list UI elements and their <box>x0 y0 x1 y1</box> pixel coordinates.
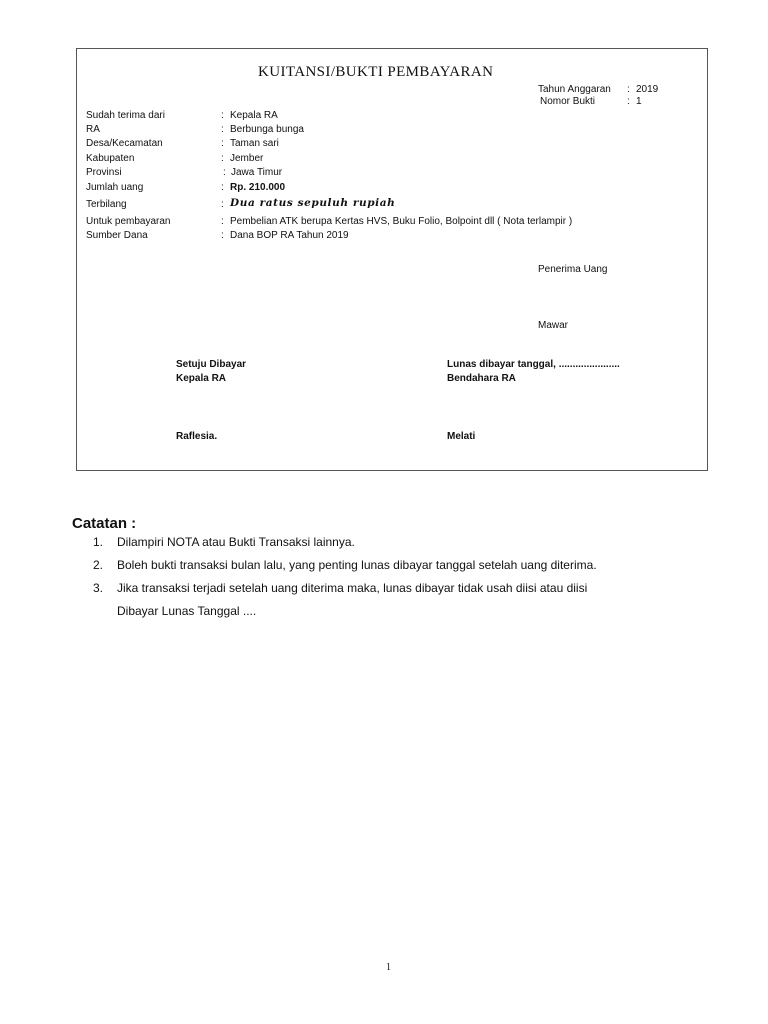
field-value-provinsi: Jawa Timur <box>231 167 283 178</box>
meta-colon: : <box>627 84 630 95</box>
note-item: Boleh bukti transaksi bulan lalu, yang penting lunas dibayar tanggal setelah uang diterima. <box>117 558 597 572</box>
note-number: 2. <box>93 558 104 572</box>
recipient-name: Mawar <box>538 320 569 331</box>
note-item: Jika transaksi terjadi setelah uang diterima maka, lunas dibayar tidak usah diisi atau diisi <box>117 581 588 595</box>
field-label-provinsi: Provinsi <box>86 167 122 178</box>
field-value-terbilang: Dua ratus sepuluh rupiah <box>230 197 396 209</box>
meta-value-tahun-anggaran: 2019 <box>636 84 659 95</box>
field-label-desa-kecamatan: Desa/Kecamatan <box>86 138 163 149</box>
receipt-box <box>76 48 708 471</box>
recipient-label: Penerima Uang <box>538 264 608 275</box>
field-value-sudah-terima-dari: Kepala RA <box>230 110 278 121</box>
field-colon: : <box>221 199 224 210</box>
approval-role: Kepala RA <box>176 373 227 384</box>
note-continuation: Dibayar Lunas Tanggal .... <box>117 604 257 618</box>
field-label-ra: RA <box>86 124 100 135</box>
meta-colon: : <box>627 96 630 107</box>
field-label-sumber-dana: Sumber Dana <box>86 230 148 241</box>
treasurer-paid-date: Lunas dibayar tanggal, ...................... <box>447 359 620 370</box>
field-colon: : <box>221 182 224 193</box>
approval-signer: Raflesia. <box>176 431 218 442</box>
field-label-kabupaten: Kabupaten <box>86 153 135 164</box>
receipt-title: KUITANSI/BUKTI PEMBAYARAN <box>258 64 494 80</box>
field-colon: : <box>221 216 224 227</box>
field-value-kabupaten: Jember <box>230 153 264 164</box>
field-colon: : <box>223 167 226 178</box>
field-colon: : <box>221 230 224 241</box>
field-colon: : <box>221 153 224 164</box>
field-label-terbilang: Terbilang <box>86 199 127 210</box>
field-value-desa-kecamatan: Taman sari <box>230 138 279 149</box>
field-value-sumber-dana: Dana BOP RA Tahun 2019 <box>230 230 349 241</box>
meta-label-nomor-bukti: Nomor Bukti <box>540 96 596 107</box>
field-label-jumlah-uang: Jumlah uang <box>86 182 144 193</box>
field-value-ra: Berbunga bunga <box>230 124 304 135</box>
approval-heading: Setuju Dibayar <box>176 359 247 370</box>
page-number: 1 <box>386 962 391 973</box>
field-value-untuk-pembayaran: Pembelian ATK berupa Kertas HVS, Buku Folio, Bolpoint dll ( Nota terlampir ) <box>230 216 573 227</box>
meta-value-nomor-bukti: 1 <box>636 96 642 107</box>
field-colon: : <box>221 138 224 149</box>
note-number: 3. <box>93 581 104 595</box>
note-item: Dilampiri NOTA atau Bukti Transaksi lainnya. <box>117 535 355 549</box>
field-label-sudah-terima-dari: Sudah terima dari <box>86 110 165 121</box>
notes-title: Catatan : <box>72 515 137 532</box>
field-label-untuk-pembayaran: Untuk pembayaran <box>86 216 171 227</box>
field-colon: : <box>221 124 224 135</box>
meta-label-tahun-anggaran: Tahun Anggaran <box>538 84 611 95</box>
field-colon: : <box>221 110 224 121</box>
field-value-jumlah-uang: Rp. 210.000 <box>230 182 286 193</box>
note-number: 1. <box>93 535 104 549</box>
treasurer-role: Bendahara RA <box>447 373 516 384</box>
treasurer-signer: Melati <box>447 431 476 442</box>
